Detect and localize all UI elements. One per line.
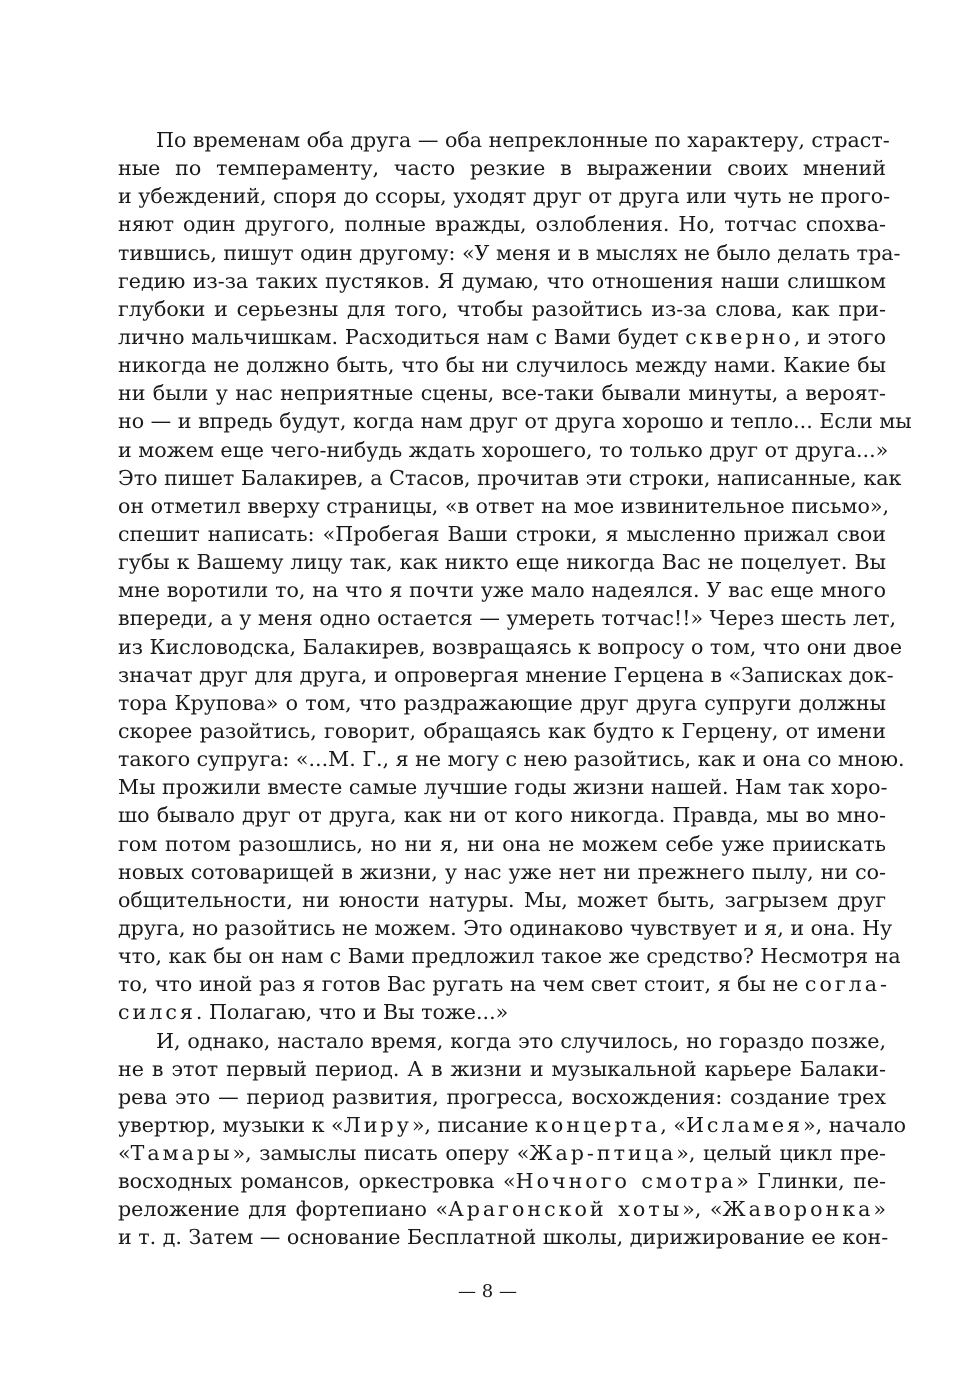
emphasized-text: концерта xyxy=(534,1112,661,1137)
text-line: тора Крупова» о том, что раздражающие друг друга супруги должны xyxy=(118,690,886,715)
text-line: мне воротили то, на что я почти уже мало надеялся. У вас еще много xyxy=(118,578,886,603)
text-line: и т. д. Затем — основание Бесплатной школы, дирижирование ее кон- xyxy=(118,1225,889,1250)
text-line: шо бывало друг от друга, как ни от кого никогда. Правда, мы во мно- xyxy=(118,803,886,828)
text-line: няют один другого, полные вражды, озлобления. Но, тотчас спохва- xyxy=(118,212,886,237)
text-line: он отметил вверху страницы, «в ответ на мое извинительное письмо», xyxy=(118,493,889,518)
text-run: » Глинки, пе- xyxy=(736,1169,886,1194)
text-run: . Полагаю, что и Вы тоже...» xyxy=(195,1000,509,1025)
text-run: » xyxy=(873,1197,886,1222)
text-line xyxy=(118,1139,886,1167)
text-run: , « xyxy=(660,1112,686,1137)
text-line: И, однако, настало время, когда это случилось, но гораздо позже, xyxy=(156,1028,886,1053)
text-line: никогда не должно быть, что бы ни случилось между нами. Какие бы xyxy=(118,353,886,378)
text-line: ные по темпераменту, часто резкие в выражении своих мнений xyxy=(118,156,886,181)
text-line: ни были у нас неприятные сцены, все-таки бывали минуты, а вероят- xyxy=(118,381,886,406)
text-line xyxy=(118,998,886,1026)
text-line: новых сотоварищей в жизни, у нас уже нет ни прежнего пылу, ни со- xyxy=(118,859,886,884)
text-line: спешит написать: «Пробегая Ваши строки, я мысленно прижал свои xyxy=(118,521,886,546)
text-line: но — и впредь будут, когда нам друг от друга хорошо и тепло... Если мы xyxy=(118,409,912,434)
text-line: из Кисловодска, Балакирев, возвращаясь к вопросу о том, что они двое xyxy=(118,634,903,659)
text-run: « xyxy=(118,1141,131,1166)
emphasized-text: Жар-птица xyxy=(529,1141,677,1166)
text-line: не в этот первый период. А в жизни и музыкальной карьере Балаки- xyxy=(118,1056,886,1081)
emphasized-text: скверно xyxy=(685,324,794,349)
text-line xyxy=(118,1111,907,1139)
text-run: увертюр, музыки к « xyxy=(118,1112,344,1137)
emphasized-text: Тамары xyxy=(130,1141,233,1166)
emphasized-text: сился xyxy=(118,1000,196,1025)
text-line: общительности, ни юности натуры. Мы, может быть, загрызем друг xyxy=(118,887,886,912)
text-line: впереди, а у меня одно остается — умереть тотчас!!» Через шесть лет, xyxy=(118,606,897,631)
text-run: реложение для фортепиано « xyxy=(118,1197,449,1222)
text-line: скорее разойтись, говорит, обращаясь как будто к Герцену, от имени xyxy=(118,718,886,743)
text-run: », писание xyxy=(411,1112,535,1137)
text-run: то, что иной раз я готов Вас ругать на чем свет стоит, я бы не xyxy=(118,972,805,997)
text-line: гом потом разошлись, но ни я, ни она не можем себе уже приискать xyxy=(118,831,886,856)
text-run: », « xyxy=(682,1197,723,1222)
text-line: значат друг для друга, и опровергая мнение Герцена в «Записках док- xyxy=(118,662,894,687)
text-run: восходных романсов, оркестровка « xyxy=(118,1169,516,1194)
text-line: гедию из-за таких пустяков. Я думаю, что отношения наши слишком xyxy=(118,268,886,293)
text-line: и можем еще чего-нибудь ждать хорошего, то только друг от друга...» xyxy=(118,437,889,462)
text-line: Это пишет Балакирев, а Стасов, прочитав эти строки, написанные, как xyxy=(118,465,902,490)
text-line: такого супруга: «...М. Г., я не могу с нею разойтись, как и она со мною. xyxy=(118,747,905,772)
text-run: , и этого xyxy=(793,324,886,349)
text-line xyxy=(118,1167,886,1195)
emphasized-text: Ночного смотра xyxy=(515,1169,737,1194)
text-line: и убеждений, споря до ссоры, уходят друг от друга или чуть не прого- xyxy=(118,184,891,209)
text-run: », целый цикл пре- xyxy=(676,1141,886,1166)
text-run: », замыслы писать оперу « xyxy=(232,1141,530,1166)
text-line xyxy=(118,970,890,998)
emphasized-text: согла- xyxy=(804,972,890,997)
text-line: рева это — период развития, прогресса, восхождения: создание трех xyxy=(118,1084,886,1109)
emphasized-text: Исламея xyxy=(685,1112,804,1137)
text-run: », начало xyxy=(803,1112,907,1137)
text-run: лично мальчишкам. Расходиться нам с Вами будет xyxy=(118,324,686,349)
emphasized-text: Жаворонка xyxy=(722,1197,874,1222)
text-line xyxy=(118,323,886,351)
text-line xyxy=(118,1195,886,1223)
text-line: Мы прожили вместе самые лучшие годы жизни нашей. Нам так хоро- xyxy=(118,775,888,800)
text-line: По временам оба друга — оба непреклонные по характеру, страст- xyxy=(156,128,890,152)
text-line: друга, но разойтись не можем. Это одинаково чувствует и я, и она. Ну xyxy=(118,915,893,940)
body-text xyxy=(118,126,912,1252)
text-line: губы к Вашему лицу так, как никто еще никогда Вас не поцелует. Вы xyxy=(118,550,886,575)
text-line: глубоки и серьезны для того, чтобы разойтись из-за слова, как при- xyxy=(118,296,886,321)
text-line: тившись, пишут один другому: «У меня и в мыслях не было делать тра- xyxy=(118,240,901,265)
emphasized-text: Лиру xyxy=(343,1112,412,1137)
page-number: — 8 — xyxy=(458,1281,517,1302)
text-line: что, как бы он нам с Вами предложил такое же средство? Несмотря на xyxy=(118,944,901,969)
emphasized-text: Арагонской хоты xyxy=(448,1197,683,1222)
